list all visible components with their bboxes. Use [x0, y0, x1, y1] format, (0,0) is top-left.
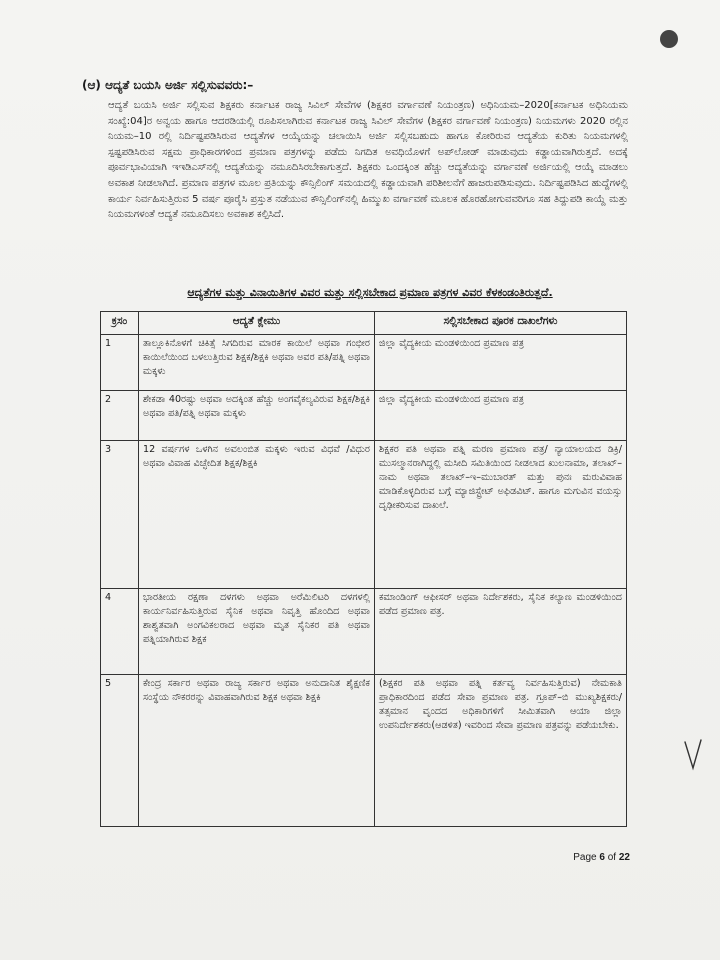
page-of: of — [604, 852, 619, 863]
table-header-row — [101, 312, 627, 335]
table-caption: ಆದ್ಯತೆಗಳ ಮತ್ತು ವಿನಾಯಿತಿಗಳ ವಿವರ ಮತ್ತು ಸಲ್ಲಿಸಬೇಕಾದ ಪ್ರಮಾಣ ಪತ್ರಗಳ ವಿವರ ಕೆಳಕಂಡಂತಿರುತ್ತದೆ. — [187, 286, 553, 299]
table-row — [101, 675, 627, 827]
row-documents: ಶಿಕ್ಷಕರ ಪತಿ ಅಥವಾ ಪತ್ನಿ ಮರಣ ಪ್ರಮಾಣ ಪತ್ರ/ ನ್ಯಾಯಾಲಯದ ಡಿಕ್ರಿ/ ಮುಸಲ್ಮಾನರಾಗಿದ್ದಲ್ಲಿ ಮಸೀದಿ ಸಮಿತಿಯಿಂದ ನೀಡಲಾದ ಖುಲನಾಮಾ, ತಲಾಖ್–ನಾಮ ಅಥವಾ ತಲಾಖ್–ಇ–ಮುಬಾರತ್ ಮತ್ತು ಪುನಃ ಮರುವಿವಾಹ ಮಾಡಿಕೊಳ್ಳದಿರುವ ಬಗ್ಗೆ ಮ್ಯಾಜಿಸ್ಟ್ರೇಟ್ ಅಫಿಡವಿಟ್. ಹಾಗೂ ಮಗುವಿನ ವಯಸ್ಸು ದೃಢೀಕರಿಸುವ ದಾಖಲೆ. — [375, 441, 627, 589]
header-serial: ಕ್ರಸಂ — [101, 312, 139, 335]
punch-hole — [660, 30, 678, 48]
row-serial: 3 — [101, 441, 139, 589]
row-serial: 2 — [101, 391, 139, 441]
row-claim: ಕೇಂದ್ರ ಸರ್ಕಾರ ಅಥವಾ ರಾಜ್ಯ ಸರ್ಕಾರ ಅಥವಾ ಅನುದಾನಿತ ಶೈಕ್ಷಣಿಕ ಸಂಸ್ಥೆಯ ನೌಕರರನ್ನು ವಿವಾಹವಾಗಿರುವ ಶಿಕ್ಷಕ ಅಥವಾ ಶಿಕ್ಷಕಿ — [139, 675, 375, 827]
header-documents: ಸಲ್ಲಿಸಬೇಕಾದ ಪೂರಕ ದಾಖಲೆಗಳು — [375, 312, 627, 335]
row-documents: ಜಿಲ್ಲಾ ವೈದ್ಯಕೀಯ ಮಂಡಳಿಯಿಂದ ಪ್ರಮಾಣ ಪತ್ರ — [375, 335, 627, 391]
section-paragraph: ಆದ್ಯತೆ ಬಯಸಿ ಅರ್ಜಿ ಸಲ್ಲಿಸುವ ಶಿಕ್ಷಕರು ಕರ್ನಾಟಕ ರಾಜ್ಯ ಸಿವಿಲ್ ಸೇವೆಗಳ (ಶಿಕ್ಷಕರ ವರ್ಗಾವಣೆ ನಿಯಂತ್ರಣ) ಅಧಿನಿಯಮ–2020[ಕರ್ನಾಟಕ ಅಧಿನಿಯಮ ಸಂಖ್ಯೆ:04]ರ ಅನ್ವಯ ಹಾಗೂ ಆದರಡಿಯಲ್ಲಿ ರೂಪಿಸಲಾಗಿರುವ ಕರ್ನಾಟಕ ರಾಜ್ಯ ಸಿವಿಲ್ ಸೇವೆಗಳ (ಶಿಕ್ಷಕರ ವರ್ಗಾವಣೆ ನಿಯಂತ್ರಣ) ನಿಯಮಗಳು 2020 ರಲ್ಲಿನ ನಿಯಮ–10 ರಲ್ಲಿ ನಿರ್ದಿಷ್ಟಪಡಿಸಿರುವ ಆದ್ಯತೆಗಳ ಆಯ್ಕೆಯನ್ನು ಚಲಾಯಿಸಿ ಅರ್ಜಿ ಸಲ್ಲಿಸಬಹುದು ಹಾಗೂ ಕೋರಿರುವ ಆದ್ಯತೆಯ ಕುರಿತು ನಿಯಮಗಳಲ್ಲಿ ಸ್ಪಷ್ಟಪಡಿಸಿರುವ ಸಕ್ಷಮ ಪ್ರಾಧಿಕಾರಗಳಿಂದ ಪ್ರಮಾಣ ಪತ್ರಗಳನ್ನು ಪಡೆದು ನಿಗದಿತ ಅವಧಿಯೊಳಗೆ ಅಪ್‌ಲೋಡ್ ಮಾಡುವುದು ಕಡ್ಡಾಯವಾಗಿರುತ್ತದೆ. ಅದಕ್ಕೆ ಪೂರ್ವಭಾವಿಯಾಗಿ ಇಇಡಿಎಸ್‌ನಲ್ಲಿ ಆದ್ಯತೆಯನ್ನು ನಮೂದಿಸಿರಬೇಕಾಗುತ್ತದೆ. ಶಿಕ್ಷಕರು ಒಂದಕ್ಕಿಂತ ಹೆಚ್ಚು ಆದ್ಯತೆಯನ್ನು ವರ್ಗಾವಣೆ ಅರ್ಜಿಯಲ್ಲಿ ಆಯ್ಕೆ ಮಾಡಲು ಅವಕಾಶ ನೀಡಲಾಗಿದೆ. ಪ್ರಮಾಣ ಪತ್ರಗಳ ಮೂಲ ಪ್ರತಿಯನ್ನು ಕೌನ್ಸಿಲಿಂಗ್ ಸಮಯದಲ್ಲಿ ಕಡ್ಡಾಯವಾಗಿ ಪರಿಶೀಲನೆಗೆ ಹಾಜರುಪಡಿಸುವುದು. ನಿರ್ದಿಷ್ಟಪಡಿಸಿದ ಹುದ್ದೆಗಳಲ್ಲಿ ಕಾರ್ಯ ನಿರ್ವಹಿಸುತ್ತಿರುವ 5 ವರ್ಷ ಪೂರೈಸಿ ಪ್ರಸ್ತುತ ನಡೆಯುವ ಕೌನ್ಸಿಲಿಂಗ್‌ನಲ್ಲಿ ಹಿಮ್ಮುಖ ವರ್ಗಾವಣೆ ಮೂಲಕ ಹೊರಹೋಗುವವರಿಗೂ ಸಹ ತಿದ್ದುಪಡಿ ಕಾಯ್ದೆ ಮತ್ತು ನಿಯಮಗಳಂತೆ ಆದ್ಯತೆ ನಮೂದಿಸಲು ಅವಕಾಶ ಕಲ್ಪಿಸಿದೆ. — [108, 100, 628, 221]
row-claim: ತಾಲ್ಲೂಕಿನೊಳಗೆ ಚಿಕಿತ್ಸೆ ಸಿಗದಿರುವ ಮಾರಕ ಕಾಯಿಲೆ ಅಥವಾ ಗಂಭೀರ ಕಾಯಿಲೆಯಿಂದ ಬಳಲುತ್ತಿರುವ ಶಿಕ್ಷಕ/ಶಿಕ್ಷಕಿ ಅಥವಾ ಅವರ ಪತಿ/ಪತ್ನಿ ಅಥವಾ ಮಕ್ಕಳು — [139, 335, 375, 391]
row-serial: 4 — [101, 589, 139, 675]
page-total: 22 — [618, 852, 630, 863]
table-row — [101, 589, 627, 675]
priority-table — [100, 311, 627, 827]
row-documents: ಕಮಾಂಡಿಂಗ್ ಆಫೀಸರ್ ಅಥವಾ ನಿರ್ದೇಶಕರು, ಸೈನಿಕ ಕಲ್ಯಾಣ ಮಂಡಳಿಯಿಂದ ಪಡೆದ ಪ್ರಮಾಣ ಪತ್ರ. — [375, 589, 627, 675]
row-claim: ಶೇಕಡಾ 40ರಷ್ಟು ಅಥವಾ ಅದಕ್ಕಿಂತ ಹೆಚ್ಚು ಅಂಗವೈಕಲ್ಯವಿರುವ ಶಿಕ್ಷಕ/ಶಿಕ್ಷಕಿ ಅಥವಾ ಪತಿ/ಪತ್ನಿ ಅಥವಾ ಮಕ್ಕಳು — [139, 391, 375, 441]
page-number — [560, 852, 630, 863]
table-row — [101, 391, 627, 441]
table-row — [101, 441, 627, 589]
page-current: 6 — [599, 852, 605, 863]
row-claim: ಭಾರತೀಯ ರಕ್ಷಣಾ ದಳಗಳು ಅಥವಾ ಅರೆಮಿಲಿಟರಿ ದಳಗಳಲ್ಲಿ ಕಾರ್ಯನಿರ್ವಹಿಸುತ್ತಿರುವ ಸೈನಿಕ ಅಥವಾ ನಿವೃತ್ತಿ ಹೊಂದಿದ ಅಥವಾ ಶಾಶ್ವತವಾಗಿ ಅಂಗವಿಕಲರಾದ ಅಥವಾ ಮೃತ ಸೈನಿಕರ ಪತಿ ಅಥವಾ ಪತ್ನಿಯಾಗಿರುವ ಶಿಕ್ಷಕ — [139, 589, 375, 675]
row-serial: 5 — [101, 675, 139, 827]
page-prefix: Page — [573, 852, 600, 863]
header-claim: ಆದ್ಯತೆ ಕ್ಲೇಮು — [139, 312, 375, 335]
handwritten-tick-mark — [683, 738, 703, 772]
row-documents: (ಶಿಕ್ಷಕರ ಪತಿ ಅಥವಾ ಪತ್ನಿ ಕರ್ತವ್ಯ ನಿರ್ವಹಿಸುತ್ತಿರುವ) ನೇಮಕಾತಿ ಪ್ರಾಧಿಕಾರದಿಂದ ಪಡೆದ ಸೇವಾ ಪ್ರಮಾಣ ಪತ್ರ. ಗ್ರೂಪ್–ಬಿ ಮುಖ್ಯಶಿಕ್ಷಕರು/ತತ್ಸಮಾನ ವೃಂದದ ಅಧಿಕಾರಿಗಳಿಗೆ ಸೀಮಿತವಾಗಿ ಆಯಾ ಜಿಲ್ಲಾ ಉಪನಿರ್ದೇಶಕರು(ಆಡಳಿತ) ಇವರಿಂದ ಸೇವಾ ಪ್ರಮಾಣ ಪತ್ರವನ್ನು ಪಡೆಯಬೇಕು. — [375, 675, 627, 827]
table-row — [101, 335, 627, 391]
section-heading: (ಆ) ಆದ್ಯತೆ ಬಯಸಿ ಅರ್ಜಿ ಸಲ್ಲಿಸುವವರು:– — [82, 78, 254, 92]
row-documents: ಜಿಲ್ಲಾ ವೈದ್ಯಕೀಯ ಮಂಡಳಿಯಿಂದ ಪ್ರಮಾಣ ಪತ್ರ — [375, 391, 627, 441]
row-serial: 1 — [101, 335, 139, 391]
row-claim: 12 ವರ್ಷಗಳ ಒಳಗಿನ ಅವಲಂಬಿತ ಮಕ್ಕಳು ಇರುವ ವಿಧವೆ /ವಿಧುರ ಅಥವಾ ವಿವಾಹ ವಿಚ್ಛೇದಿತ ಶಿಕ್ಷಕ/ಶಿಕ್ಷಕಿ — [139, 441, 375, 589]
